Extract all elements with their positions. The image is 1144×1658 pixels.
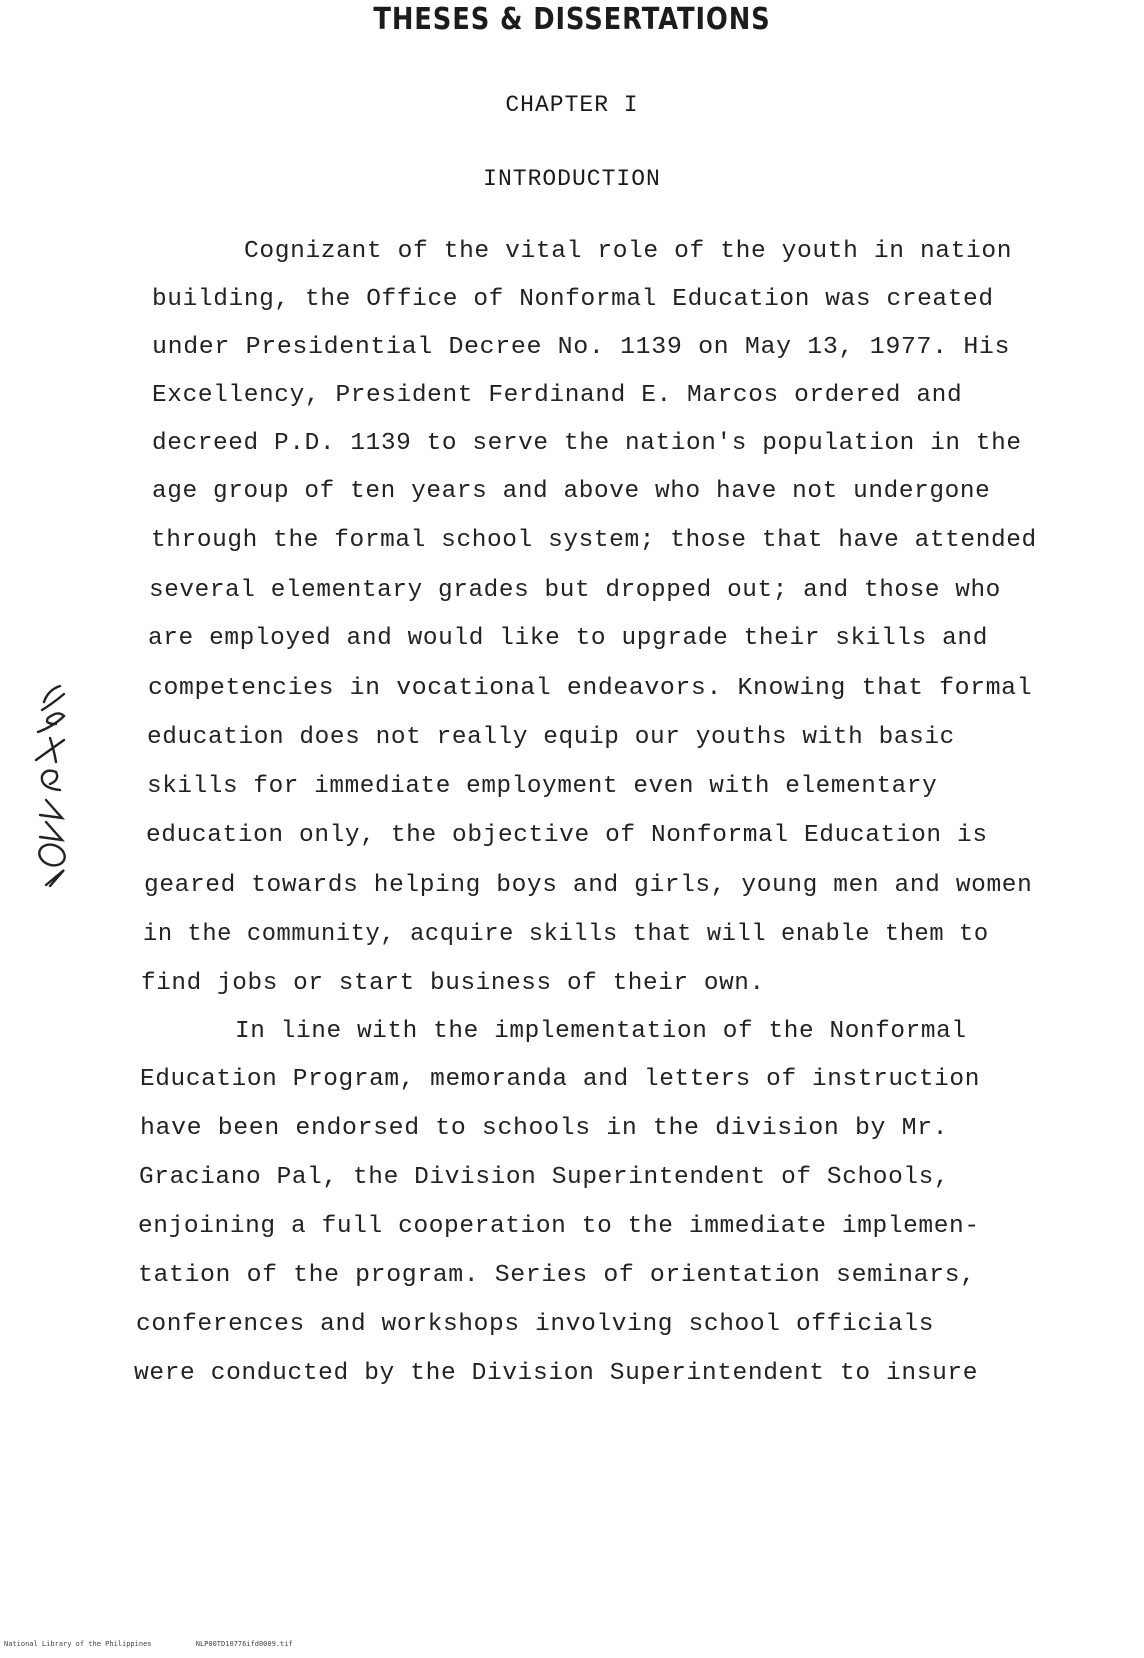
text-line: in the community, acquire skills that will enable them to [143, 921, 989, 948]
text-line: building, the Office of Nonformal Education was created [152, 286, 994, 313]
handwritten-margin-note [20, 680, 80, 890]
text-line: decreed P.D. 1139 to serve the nation's population in the [152, 430, 1022, 457]
text-line: In line with the implementation of the Nonformal [235, 1018, 967, 1045]
text-line: Education Program, memoranda and letters of instruction [140, 1066, 980, 1093]
section-title: INTRODUCTION [483, 166, 661, 192]
footer-filename: NLP00TD10776ifd0009.tif [195, 1640, 293, 1648]
text-line: Cognizant of the vital role of the youth in nation [244, 238, 1013, 265]
text-line: were conducted by the Division Superintendent to insure [134, 1360, 979, 1387]
text-line: have been endorsed to schools in the division by Mr. [140, 1115, 949, 1142]
text-line: skills for immediate employment even with elementary [147, 773, 938, 800]
text-line: education only, the objective of Nonformal Education is [146, 822, 988, 849]
handwritten-number-icon [20, 680, 80, 890]
chapter-title: CHAPTER I [505, 92, 639, 118]
text-line: enjoining a full cooperation to the immediate implemen- [138, 1213, 980, 1240]
text-line: through the formal school system; those that have attended [151, 527, 1037, 554]
footer-library: National Library of the Philippines [4, 1640, 152, 1648]
text-line: education does not really equip our youths with basic [147, 724, 955, 751]
text-line: Graciano Pal, the Division Superintendent of Schools, [139, 1164, 950, 1191]
text-line: several elementary grades but dropped out; and those who [149, 577, 1001, 604]
text-line: are employed and would like to upgrade their skills and [148, 625, 988, 652]
text-line: tation of the program. Series of orientation seminars, [138, 1262, 976, 1289]
text-line: conferences and workshops involving school officials [136, 1311, 935, 1338]
text-line: competencies in vocational endeavors. Knowing that formal [148, 675, 1033, 702]
text-line: find jobs or start business of their own. [141, 970, 765, 997]
page-footer [4, 1640, 333, 1648]
header-stamp: THESES & DISSERTATIONS [373, 2, 771, 37]
text-line: under Presidential Decree No. 1139 on May 13, 1977. His [152, 334, 1011, 361]
text-line: Excellency, President Ferdinand E. Marcos ordered and [152, 382, 963, 409]
text-line: age group of ten years and above who have not undergone [152, 478, 991, 505]
text-line: geared towards helping boys and girls, young men and women [144, 872, 1033, 899]
